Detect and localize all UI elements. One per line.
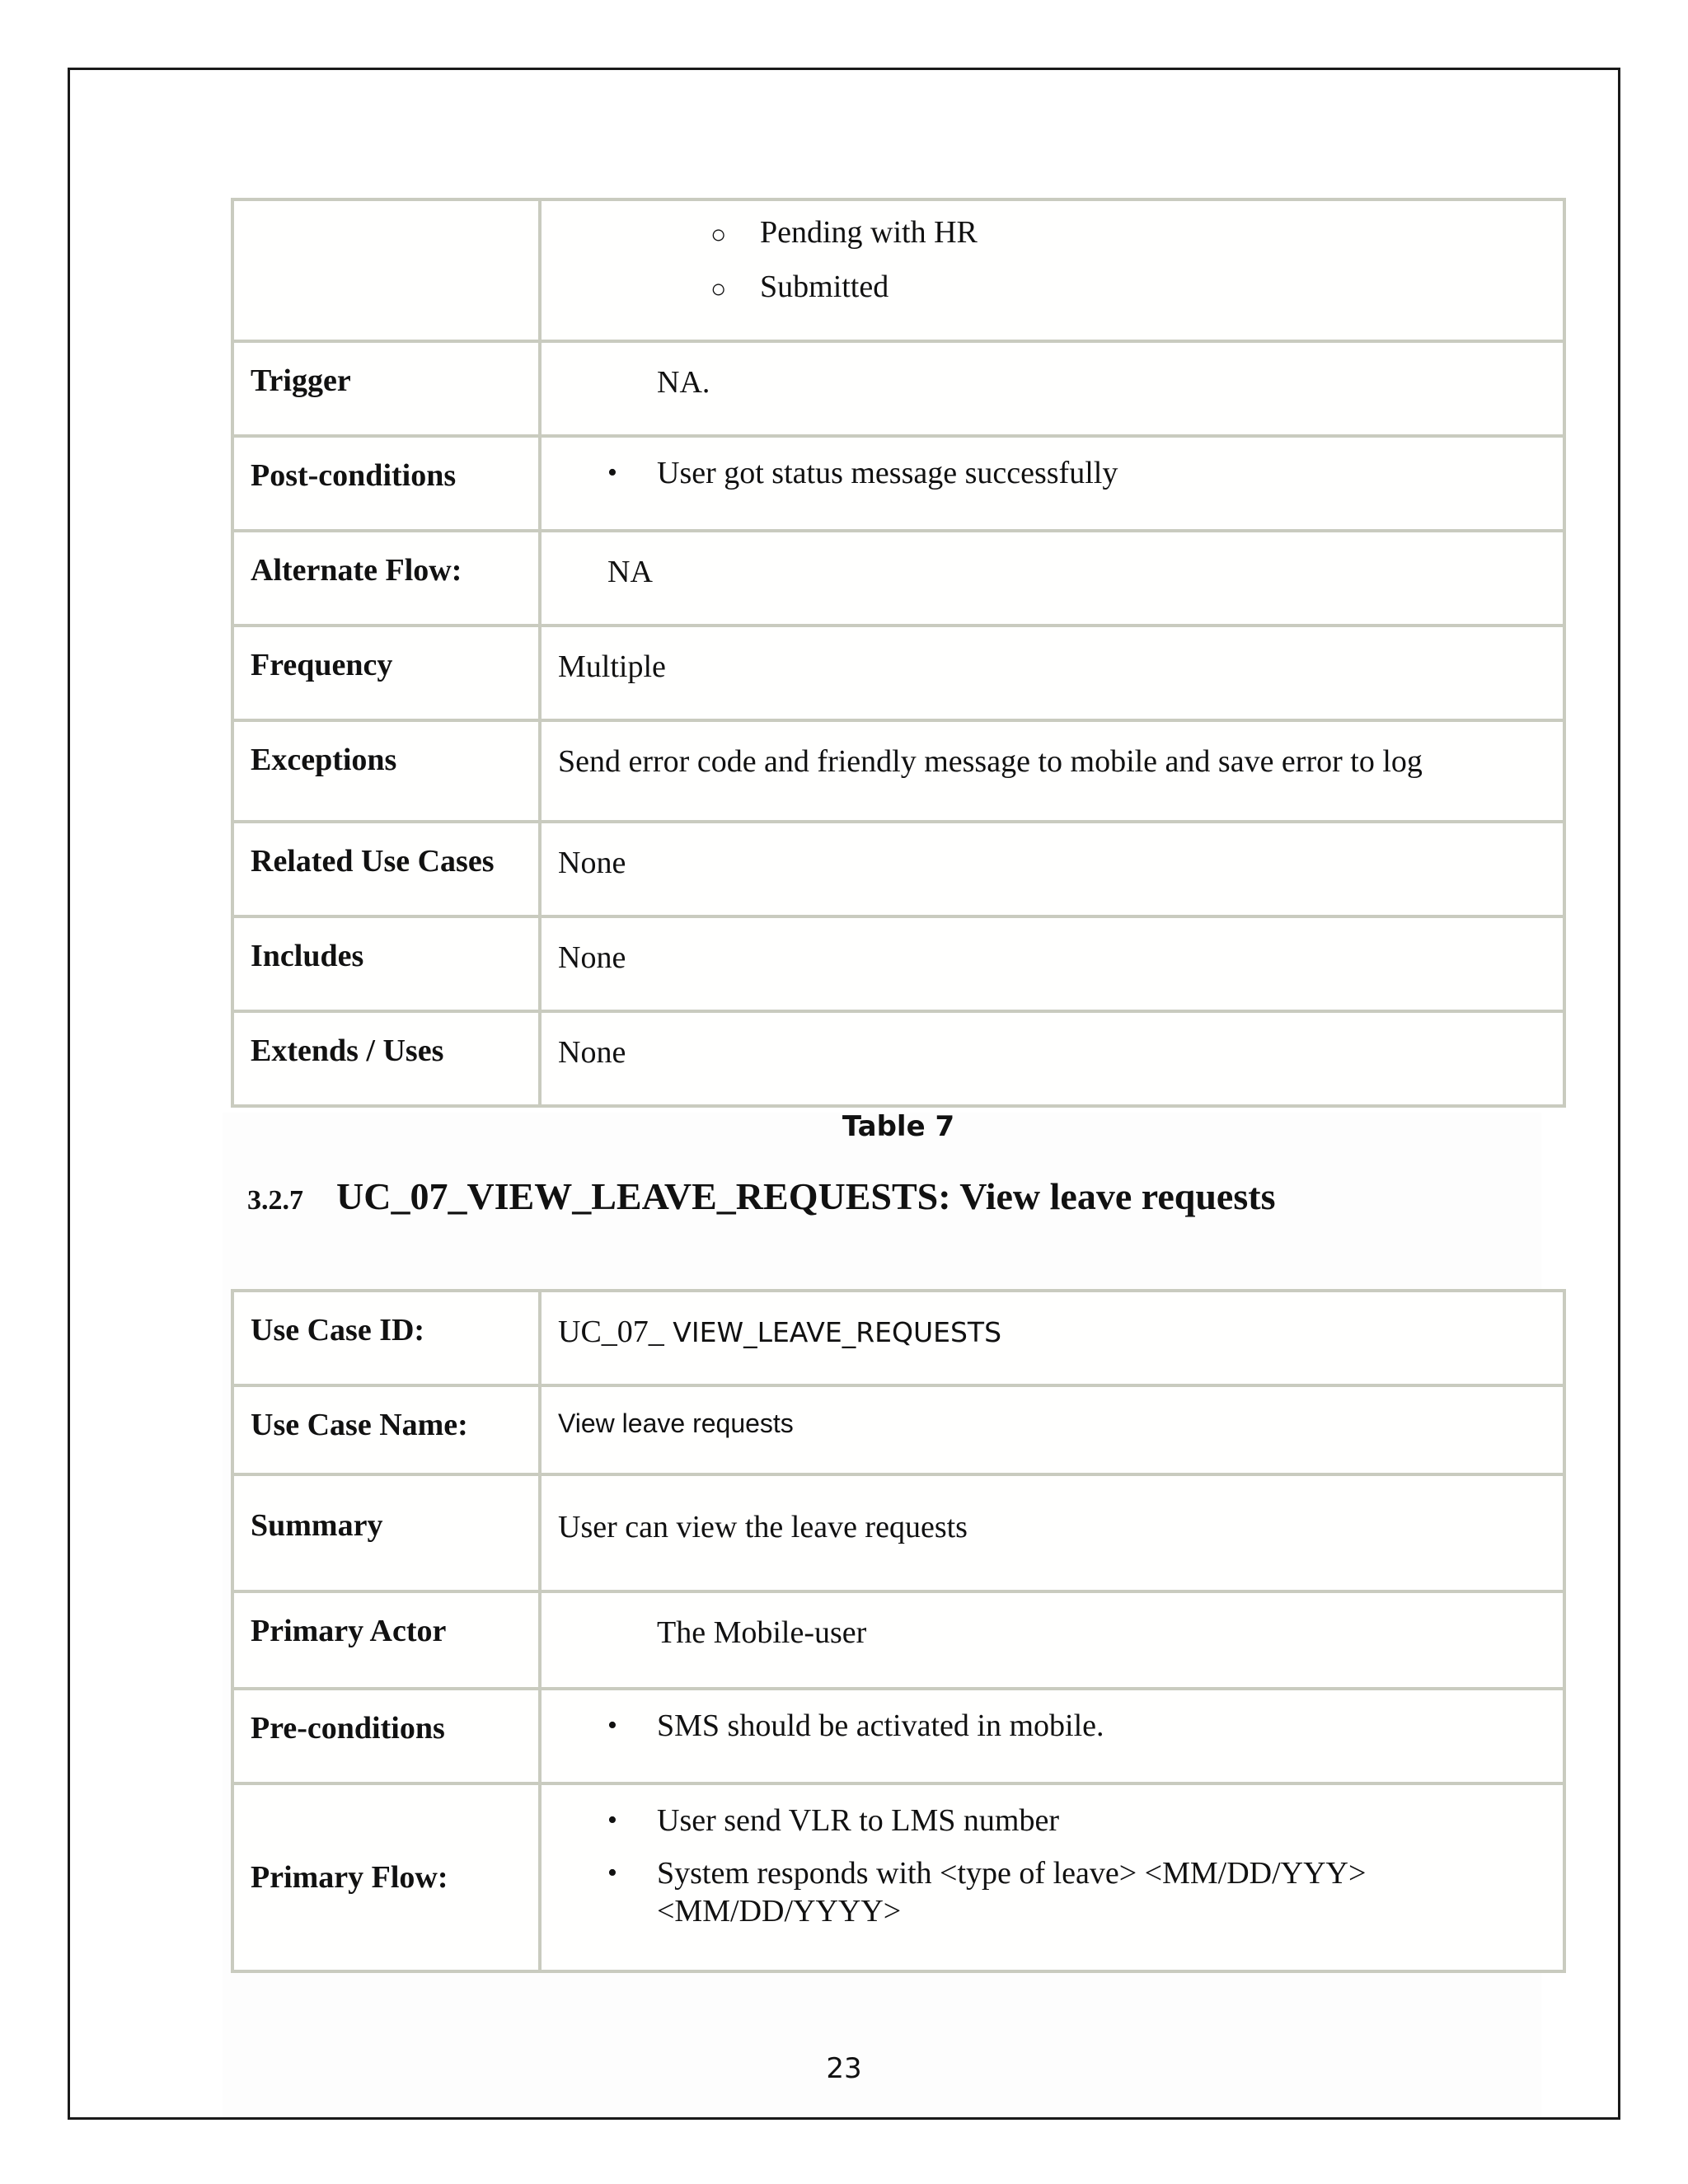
table-row (232, 1385, 1564, 1474)
section-number: 3.2.7 (247, 1185, 303, 1216)
row-value: User can view the leave requests (540, 1474, 1564, 1591)
list-item: • User got status message successfully (607, 456, 1118, 490)
table-row (232, 1689, 1564, 1783)
row-label: Summary (232, 1474, 540, 1591)
row-value (540, 1689, 1564, 1783)
row-value: None (540, 822, 1564, 916)
row-label: Use Case ID: (232, 1291, 540, 1385)
row-value: Multiple (540, 626, 1564, 720)
table-caption: Table 7 (842, 1110, 955, 1143)
table-row (232, 436, 1564, 531)
table-row (232, 720, 1564, 822)
table-row (232, 626, 1564, 720)
status-options-cell (540, 199, 1564, 341)
row-label: Includes (232, 916, 540, 1011)
table-row (232, 1011, 1564, 1106)
bullet-icon: • (607, 1805, 617, 1835)
table-row (232, 1591, 1564, 1689)
row-value: None (540, 916, 1564, 1011)
row-label: Extends / Uses (232, 1011, 540, 1106)
row-label: Trigger (232, 341, 540, 436)
row-value (540, 436, 1564, 531)
table-row (232, 531, 1564, 626)
row-label: Primary Actor (232, 1591, 540, 1689)
row-label: Exceptions (232, 720, 540, 822)
row-value: The Mobile-user (540, 1591, 1564, 1689)
list-item: • User send VLR to LMS number (607, 1803, 1059, 1838)
row-label: Primary Flow: (232, 1783, 540, 1971)
row-value: NA (540, 531, 1564, 626)
list-item: ○ Submitted (710, 267, 1563, 307)
row-value: View leave requests (540, 1385, 1564, 1474)
list-item: ○ Pending with HR (710, 213, 1563, 252)
table-row (232, 199, 1564, 341)
bullet-icon: • (607, 457, 617, 488)
table-row (232, 916, 1564, 1011)
table-continued (231, 198, 1566, 1108)
use-case-table (231, 1289, 1566, 1973)
row-value: UC_07_ VIEW_LEAVE_REQUESTS (540, 1291, 1564, 1385)
section-title: UC_07_VIEW_LEAVE_REQUESTS: View leave requests (336, 1175, 1276, 1217)
bullet-icon: • (607, 1710, 617, 1741)
table-row (232, 341, 1564, 436)
row-label: Pre-conditions (232, 1689, 540, 1783)
row-value: Send error code and friendly message to mobile and save error to log (540, 720, 1564, 822)
empty-label-cell (232, 199, 540, 341)
bullet-icon: • (607, 1858, 617, 1888)
row-label: Frequency (232, 626, 540, 720)
section-heading (247, 1174, 1275, 1218)
table-row (232, 1783, 1564, 1971)
row-value: None (540, 1011, 1564, 1106)
row-label: Post-conditions (232, 436, 540, 531)
list-item: • System responds with <type of leave> <MM/DD/YYY> <MM/DD/YYYY> (607, 1856, 1367, 1929)
table-row (232, 822, 1564, 916)
row-label: Use Case Name: (232, 1385, 540, 1474)
table-row (232, 1474, 1564, 1591)
row-value: NA. (540, 341, 1564, 436)
row-label: Alternate Flow: (232, 531, 540, 626)
list-item: • SMS should be activated in mobile. (607, 1708, 1104, 1743)
circle-bullet-icon: ○ (710, 219, 727, 249)
page-number: 23 (826, 2052, 862, 2085)
circle-bullet-icon: ○ (710, 274, 727, 303)
row-value (540, 1783, 1564, 1971)
table-row (232, 1291, 1564, 1385)
row-label: Related Use Cases (232, 822, 540, 916)
